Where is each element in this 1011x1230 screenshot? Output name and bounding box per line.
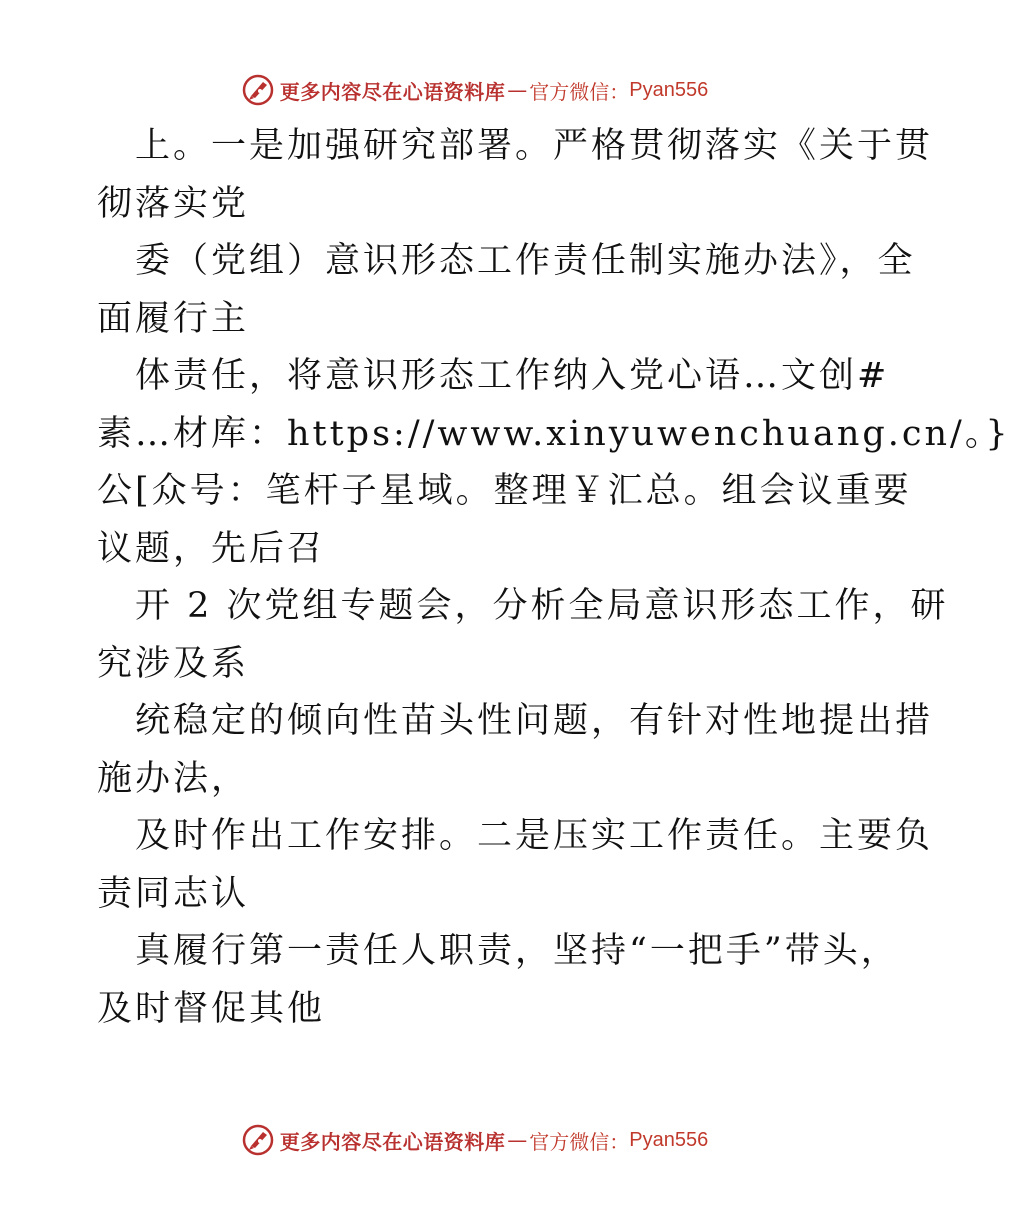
body-line: 施办法， bbox=[97, 758, 250, 799]
footer-wechat-id: Pyan556 bbox=[629, 1128, 709, 1151]
header-wechat-label: 官方微信： bbox=[529, 79, 630, 104]
body-line: 及时督促其他 bbox=[97, 988, 326, 1029]
body-line: 委（党组）意识形态工作责任制实施办法》，全 bbox=[135, 241, 916, 281]
footer-wechat-label: 官方微信： bbox=[529, 1129, 630, 1154]
body-line: 素…材库：https://www.xinyuwenchuang.cn/。} bbox=[97, 413, 1011, 454]
body-line: 面履行主 bbox=[97, 298, 250, 339]
header-separator: — bbox=[507, 78, 528, 102]
body-line: 究涉及系 bbox=[97, 643, 250, 684]
document-body bbox=[97, 118, 1011, 1038]
header-wechat-id: Pyan556 bbox=[629, 78, 709, 101]
body-line: 及时作出工作安排。二是压实工作责任。主要负 bbox=[135, 816, 934, 856]
footer-brand-text: 更多内容尽在心语资料库 bbox=[279, 1129, 506, 1154]
body-line: 责同志认 bbox=[97, 873, 250, 914]
body-line: 议题，先后召 bbox=[97, 528, 326, 569]
header-banner bbox=[0, 70, 950, 110]
body-line: 体责任，将意识形态工作纳入党心语…文创# bbox=[135, 356, 890, 396]
logo-icon bbox=[242, 1124, 274, 1156]
body-line: 上。一是加强研究部署。严格贯彻落实《关于贯 bbox=[135, 126, 934, 166]
body-line: 开 2 次党组专题会，分析全局意识形态工作，研 bbox=[135, 586, 949, 626]
logo-icon bbox=[242, 74, 274, 106]
body-line: 统稳定的倾向性苗头性问题，有针对性地提出措 bbox=[135, 701, 934, 741]
body-line: 公[众号：笔杆子星域。整理￥汇总。组会议重要 bbox=[97, 471, 912, 511]
body-line: 真履行第一责任人职责，坚持“一把手”带头， bbox=[135, 931, 899, 971]
header-brand-text: 更多内容尽在心语资料库 bbox=[279, 79, 506, 104]
footer-separator: — bbox=[507, 1128, 528, 1152]
body-line: 彻落实党 bbox=[97, 183, 250, 224]
footer-banner bbox=[0, 1120, 950, 1160]
